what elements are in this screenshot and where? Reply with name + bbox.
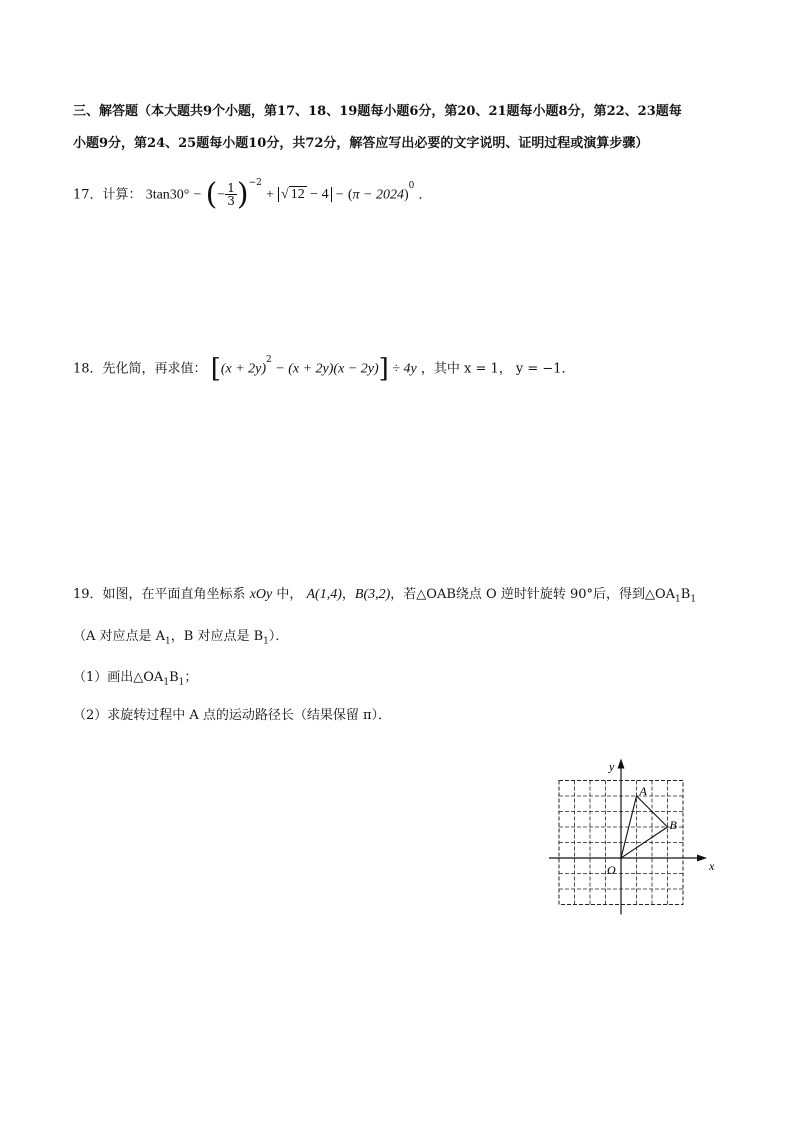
question-17 bbox=[73, 176, 432, 212]
q17-fraction bbox=[225, 182, 237, 207]
q19-sub2: 1 bbox=[690, 594, 697, 605]
q17-abs: √ 12 − 4 bbox=[278, 187, 332, 202]
q17-prefix: 17．计算： bbox=[73, 187, 142, 203]
q19-part1-sub2: 1 bbox=[178, 677, 185, 688]
q17-minus2: − bbox=[335, 187, 344, 203]
q17-frac-num: 1 bbox=[227, 181, 235, 196]
q19-part1-c: ； bbox=[184, 670, 198, 685]
q18-expr2: − (x + 2y)(x − 2y) bbox=[271, 361, 379, 377]
q17-right-paren: ) bbox=[236, 176, 249, 212]
q19-line2-sub: 1 bbox=[165, 636, 171, 647]
y-axis-arrow bbox=[618, 759, 625, 769]
q17-term1: 3tan30° bbox=[145, 187, 190, 203]
q18-square: 2 bbox=[266, 355, 272, 365]
question-19-line2 bbox=[73, 627, 288, 652]
q17-end: ． bbox=[418, 187, 432, 203]
q19-part2-text: （2）求旋转过程中 A 点的运动路径长（结果保留 π）． bbox=[73, 708, 392, 723]
q17-exponent2: 0 bbox=[408, 181, 415, 191]
x-axis-arrow bbox=[697, 855, 707, 862]
q17-frac-den: 3 bbox=[227, 194, 235, 209]
q19-point-b: B(3,2) bbox=[354, 587, 391, 602]
q19-part1-sub: 1 bbox=[163, 677, 170, 688]
q17-minus: − bbox=[193, 187, 202, 203]
q18-prefix: 18．先化简，再求值： bbox=[73, 361, 207, 377]
q19-text-b: 中， bbox=[272, 587, 307, 602]
q17-left-paren: ( bbox=[205, 176, 218, 212]
y-axis-label: y bbox=[609, 759, 615, 774]
q17-sqrt-inner: 12 bbox=[290, 187, 305, 203]
q19-text-c: ，若△OAB绕点 O 逆时针旋转 90°后，得到△OA bbox=[390, 587, 676, 602]
q18-condition: ，其中 x = 1， y = −1． bbox=[420, 361, 575, 377]
origin-label: O bbox=[607, 863, 616, 877]
q18-div: ÷ 4y bbox=[388, 361, 417, 377]
q19-part1-a: （1）画出△OA bbox=[73, 670, 164, 685]
q17-frac-sign: − bbox=[217, 187, 226, 203]
q19-line2-a: （A 对应点是 A bbox=[73, 629, 166, 644]
q18-left-bracket: [ bbox=[210, 353, 221, 384]
q19-text-d: B bbox=[680, 587, 691, 602]
q19-point-a: A(1,4) bbox=[306, 587, 342, 602]
q17-paren-expr: (π − 2024) bbox=[347, 187, 409, 203]
question-19-part1 bbox=[73, 668, 197, 693]
question-19-line1 bbox=[73, 585, 696, 610]
question-19-part2 bbox=[73, 706, 391, 726]
point-a-label: A bbox=[639, 784, 647, 798]
section-heading-cont: 小题9分，第24、25题每小题10分，共72分，解答应写出必要的文字说明、证明过程或演算步骤） bbox=[73, 136, 649, 151]
q19-part1-b: B bbox=[169, 670, 179, 685]
q19-line2-sub2: 1 bbox=[263, 636, 269, 647]
q18-expr1: (x + 2y) bbox=[220, 361, 267, 377]
x-axis-label: x bbox=[709, 859, 715, 873]
q19-xoy: xOy bbox=[249, 587, 273, 602]
q18-right-bracket: ] bbox=[378, 353, 389, 384]
q19-line2-c: ）． bbox=[268, 629, 289, 644]
point-b-label: B bbox=[669, 818, 677, 832]
q17-plus: + bbox=[265, 187, 274, 203]
q19-sub1: 1 bbox=[675, 594, 681, 605]
coordinate-grid-figure bbox=[536, 752, 715, 922]
q17-abs-tail: − 4 bbox=[310, 187, 329, 203]
q19-sep: ， bbox=[341, 587, 355, 602]
q19-text-a: 19．如图，在平面直角坐标系 bbox=[73, 587, 250, 602]
question-18 bbox=[73, 353, 575, 384]
q17-exponent: −2 bbox=[248, 178, 262, 188]
q19-line2-b: ，B 对应点是 B bbox=[170, 629, 264, 644]
section-heading: 三、解答题（本大题共9个小题，第17、18、19题每小题6分，第20、21题每小题8分，第22、23题每 bbox=[73, 104, 682, 119]
q17-paren-inner: π − 2024 bbox=[352, 187, 404, 203]
